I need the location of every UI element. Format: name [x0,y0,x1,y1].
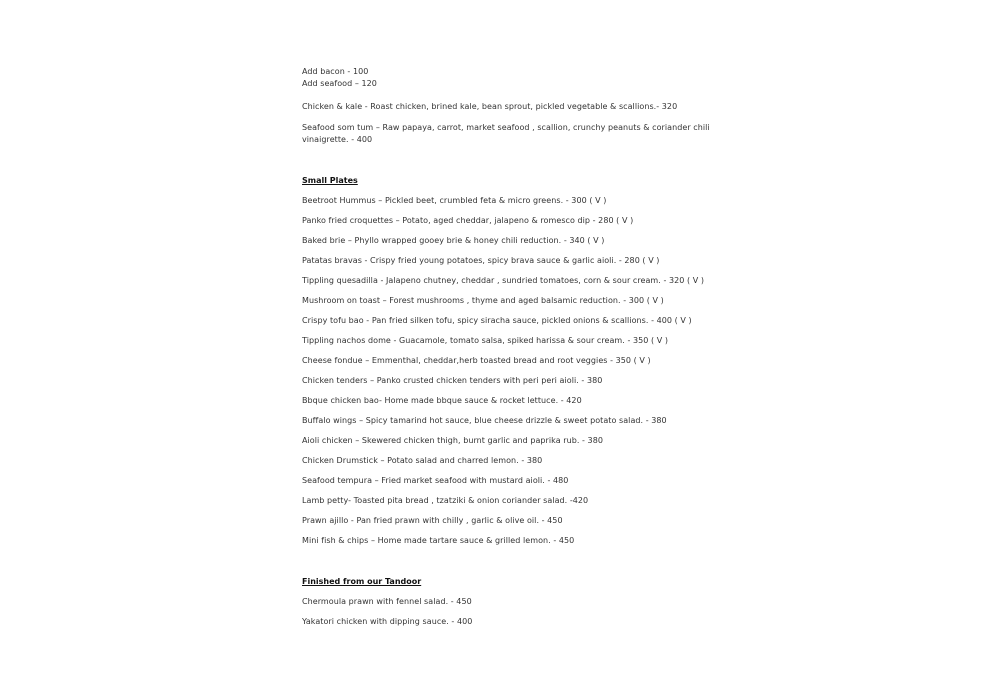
menu-item: Tippling quesadilla - Jalapeno chutney, cheddar , sundried tomatoes, corn & sour cream. - 320 ( V ) [302,276,705,285]
menu-item: Tippling nachos dome - Guacamole, tomato salsa, spiked harissa & sour cream. - 350 ( V ) [302,336,669,345]
section-heading-tandoor: Finished from our Tandoor [302,577,422,586]
menu-item: Prawn ajillo - Pan fried prawn with chilly , garlic & olive oil. - 450 [302,516,563,525]
menu-item: Mini fish & chips – Home made tartare sauce & grilled lemon. - 450 [302,536,575,545]
menu-item: Patatas bravas - Crispy fried young potatoes, spicy brava sauce & garlic aioli. - 280 ( V ) [302,256,660,265]
menu-item-chicken-kale: Chicken & kale - Roast chicken, brined kale, bean sprout, pickled vegetable & scallions.- 320 [302,102,678,111]
menu-item: Beetroot Hummus – Pickled beet, crumbled feta & micro greens. - 300 ( V ) [302,196,607,205]
menu-item: Aioli chicken – Skewered chicken thigh, burnt garlic and paprika rub. - 380 [302,436,603,445]
menu-item: Seafood tempura – Fried market seafood with mustard aioli. - 480 [302,476,569,485]
addon-bacon: Add bacon - 100 [302,67,369,76]
menu-item: Bbque chicken bao- Home made bbque sauce & rocket lettuce. - 420 [302,396,582,405]
section-heading-small-plates: Small Plates [302,176,358,185]
menu-item: Chermoula prawn with fennel salad. - 450 [302,597,472,606]
menu-item: Buffalo wings – Spicy tamarind hot sauce, blue cheese drizzle & sweet potato salad. - 380 [302,416,667,425]
menu-item-seafood-som-tum: Seafood som tum – Raw papaya, carrot, market seafood , scallion, crunchy peanuts & coriander chili [302,123,710,132]
menu-item: Baked brie – Phyllo wrapped gooey brie & honey chili reduction. - 340 ( V ) [302,236,605,245]
menu-item: Cheese fondue – Emmenthal, cheddar,herb toasted bread and root veggies - 350 ( V ) [302,356,651,365]
menu-item-seafood-som-tum-cont: vinaigrette. - 400 [302,135,373,144]
menu-item: Mushroom on toast – Forest mushrooms , thyme and aged balsamic reduction. - 300 ( V ) [302,296,664,305]
menu-item: Chicken tenders – Panko crusted chicken tenders with peri peri aioli. - 380 [302,376,603,385]
menu-item: Yakatori chicken with dipping sauce. - 400 [302,617,473,626]
menu-item: Panko fried croquettes – Potato, aged cheddar, jalapeno & romesco dip - 280 ( V ) [302,216,634,225]
menu-item: Lamb petty- Toasted pita bread , tzatziki & onion coriander salad. -420 [302,496,589,505]
menu-item: Crispy tofu bao - Pan fried silken tofu, spicy siracha sauce, pickled onions & scallions. - 400 ( V ) [302,316,692,325]
addon-seafood: Add seafood – 120 [302,79,377,88]
menu-item: Chicken Drumstick – Potato salad and charred lemon. - 380 [302,456,543,465]
